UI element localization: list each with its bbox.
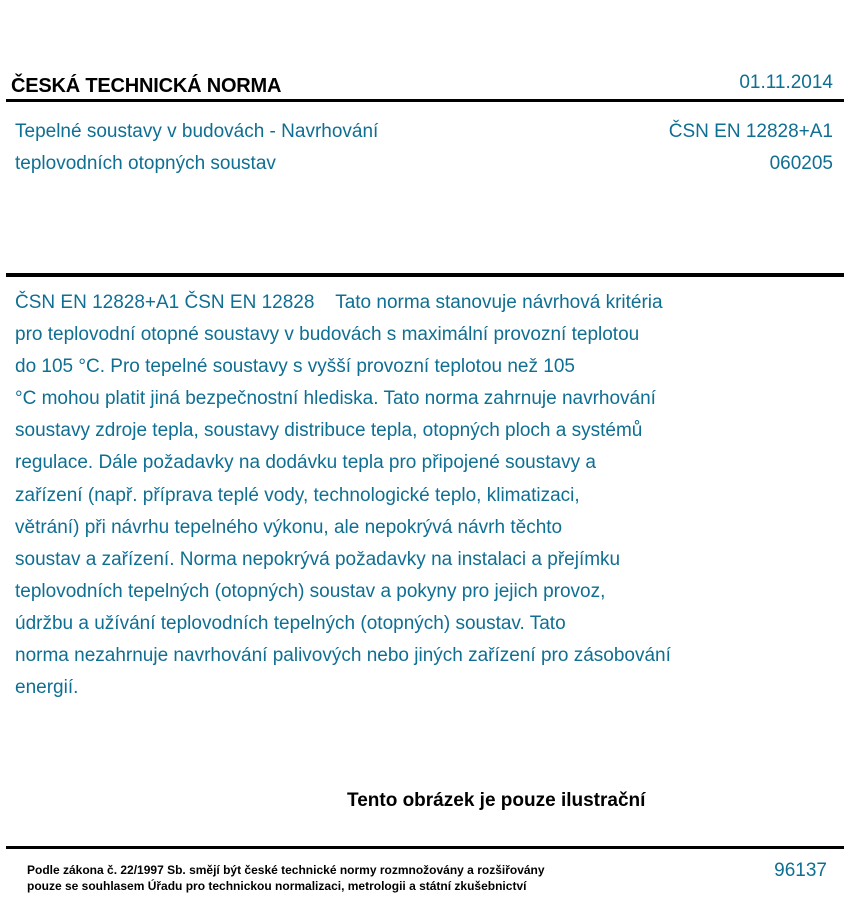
abstract-line: soustav a zařízení. Norma nepokrývá požadavky na instalaci a přejímku	[15, 548, 621, 570]
abstract-line: norma nezahrnuje navrhování palivových nebo jiných zařízení pro zásobování	[15, 645, 671, 667]
class-number: 060205	[769, 153, 833, 174]
legal-notice-line: Podle zákona č. 22/1997 Sb. smějí být české technické normy rozmnožovány a rozšiřovány	[27, 863, 545, 877]
issue-date: 01.11.2014	[739, 72, 833, 93]
legal-notice	[27, 862, 545, 894]
document-title	[15, 116, 378, 180]
footer-divider	[6, 846, 844, 849]
abstract-line: teplovodních tepelných (otopných) soustav a pokyny pro jejich provoz,	[15, 580, 606, 602]
legal-notice-line: pouze se souhlasem Úřadu pro technickou normalizaci, metrologii a státní zkušebnictví	[27, 879, 527, 893]
catalog-number: 96137	[774, 860, 827, 881]
abstract-line: regulace. Dále požadavky na dodávku tepla pro připojené soustavy a	[15, 452, 596, 474]
abstract-line: do 105 °C. Pro tepelné soustavy s vyšší provozní teplotou než 105	[15, 356, 575, 378]
document-title-line: teplovodních otopných soustav	[15, 153, 276, 174]
abstract-line: větrání) při návrhu tepelného výkonu, ale nepokrývá návrh těchto	[15, 516, 563, 538]
abstract-line: soustavy zdroje tepla, soustavy distribuce tepla, otopných ploch a systémů	[15, 420, 643, 442]
header-divider	[6, 99, 844, 102]
section-divider	[6, 273, 844, 277]
abstract-line: pro teplovodní otopné soustavy v budovách s maximální provozní teplotou	[15, 324, 640, 346]
document-codes	[669, 116, 833, 180]
abstract-line: zařízení (např. příprava teplé vody, technologické teplo, klimatizaci,	[15, 484, 580, 506]
abstract-line: údržbu a užívání teplovodních tepelných (otopných) soustav. Tato	[15, 612, 566, 634]
abstract-text	[15, 287, 805, 704]
abstract-line: ČSN EN 12828+A1 ČSN EN 12828 Tato norma stanovuje návrhová kritéria	[15, 292, 663, 313]
illustration-note: Tento obrázek je pouze ilustrační	[347, 790, 646, 811]
standard-code: ČSN EN 12828+A1	[668, 121, 833, 142]
page-title: ČESKÁ TECHNICKÁ NORMA	[11, 75, 282, 97]
abstract-line: energií.	[15, 677, 79, 699]
document-title-line: Tepelné soustavy v budovách - Navrhování	[15, 121, 379, 142]
abstract-line: °C mohou platit jiná bezpečnostní hlediska. Tato norma zahrnuje navrhování	[15, 388, 656, 410]
